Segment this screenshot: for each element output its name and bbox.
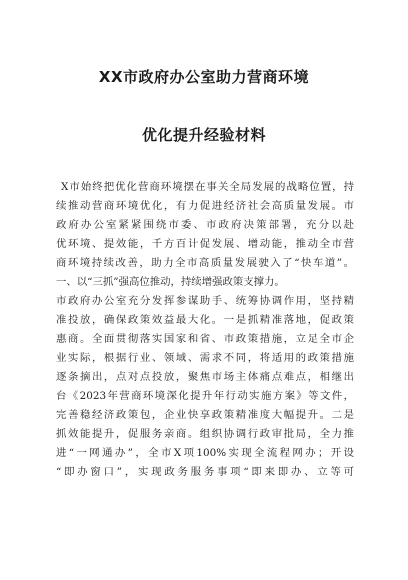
body-line: 市政府办公室充分发挥参谋助手、统筹协调作用，坚持精: [56, 295, 354, 307]
body-line: 续推动营商环境优化，有力促进经济社会高质量发展。市: [56, 200, 354, 212]
body-line: 抓效能提升，促服务亲商。组织协调行政审批局，全力推: [56, 428, 354, 440]
document-title: XX市政府办公室助力营商环境: [98, 68, 310, 86]
body-line: 惠商。全面贯彻落实国家和省、市政策措施，立足全市企: [56, 333, 354, 345]
body-line: 商环境持续改善，助力全市高质量发展驶入了“快车道”。: [56, 257, 354, 269]
body-line: 政府办公室紧紧围绕市委、市政府决策部署，充分以赴: [56, 219, 354, 231]
body-line: 完善稳经济政策包，企业快享政策精准度大幅提升。二是: [56, 409, 354, 421]
body-line: 业实际，根据行业、领域、需求不同，将适用的政策措施: [56, 352, 354, 364]
body-line: “即办窗口”，实现政务服务事项“即来即办、立等可: [56, 466, 354, 478]
section-heading: 一、以“三抓”强高位推动，持续增强政策支撑力。: [56, 276, 285, 288]
body-line: 优环境、提效能，千方百计促发展、增动能，推动全市营: [56, 238, 354, 250]
body-line: 准投放，确保政策效益最大化。一是抓精准落地，促政策: [56, 314, 354, 326]
document-subtitle: 优化提升经验材料: [141, 126, 266, 144]
body-line: X市始终把优化营商环境摆在事关全局发展的战略位置，持: [61, 181, 354, 193]
body-line: 台《2023年营商环境深化提升年行动实施方案》等文件，: [56, 390, 354, 402]
body-line: 进“一网通办”，全市X项100%实现全流程网办；开设: [56, 447, 354, 459]
body-line: 逐条摘出，点对点投放，聚焦市场主体痛点难点，相继出: [56, 371, 354, 383]
